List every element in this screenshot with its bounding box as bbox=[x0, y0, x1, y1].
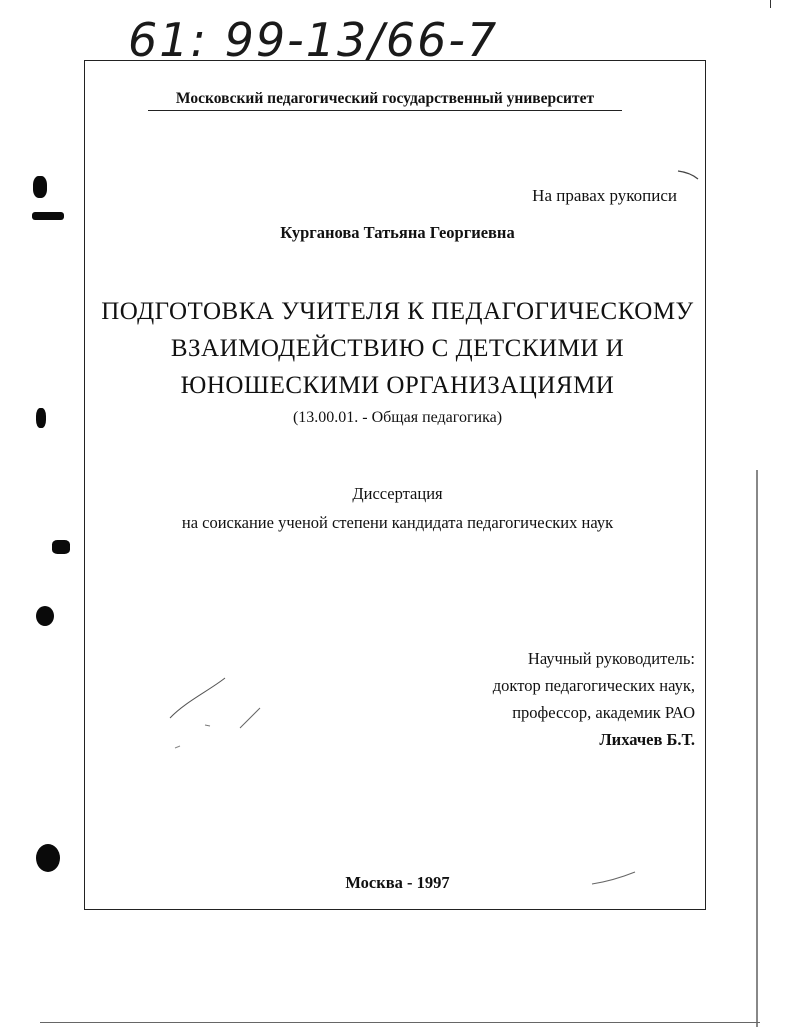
specialty-code: (13.00.01. - Общая педагогика) bbox=[292, 409, 503, 426]
advisor-rank: профессор, академик РАО bbox=[512, 703, 695, 722]
pencil-tick bbox=[676, 168, 700, 182]
binder-hole-mark bbox=[36, 606, 54, 626]
binder-hole-mark bbox=[52, 540, 70, 554]
scan-edge-line bbox=[756, 470, 758, 1027]
title-line-2: ВЗАИМОДЕЙСТВИЮ С ДЕТСКИМИ И bbox=[170, 335, 625, 362]
dissertation-title bbox=[60, 293, 735, 404]
title-line-1: ПОДГОТОВКА УЧИТЕЛЯ К ПЕДАГОГИЧЕСКОМУ bbox=[101, 298, 694, 325]
document-type: Диссертация bbox=[352, 484, 443, 503]
pencil-mark-bottom bbox=[590, 868, 640, 888]
rights-note: На правах рукописи bbox=[532, 186, 677, 205]
scan-bottom-line bbox=[40, 1022, 760, 1023]
title-line-3: ЮНОШЕСКИМИ ОРГАНИЗАЦИЯМИ bbox=[180, 372, 615, 399]
archive-code-text: 61: 99-13/66-7 bbox=[128, 13, 499, 67]
advisor-degree: доктор педагогических наук, bbox=[492, 676, 695, 695]
pencil-mark bbox=[160, 670, 280, 760]
city-year: Москва - 1997 bbox=[345, 873, 450, 892]
advisor-label: Научный руководитель: bbox=[527, 649, 695, 668]
university-name: Московский педагогический государственный университет bbox=[148, 90, 622, 111]
binder-hole-mark bbox=[32, 212, 64, 220]
binder-hole-mark bbox=[33, 176, 47, 198]
binder-hole-mark bbox=[36, 408, 46, 428]
author-name: Курганова Татьяна Георгиевна bbox=[280, 223, 515, 242]
degree-sought: на соискание ученой степени кандидата педагогических наук bbox=[181, 513, 614, 532]
advisor-name: Лихачев Б.Т. bbox=[599, 730, 695, 749]
binder-hole-mark bbox=[36, 844, 60, 872]
scan-edge-line bbox=[770, 0, 771, 8]
advisor-block bbox=[493, 645, 695, 753]
